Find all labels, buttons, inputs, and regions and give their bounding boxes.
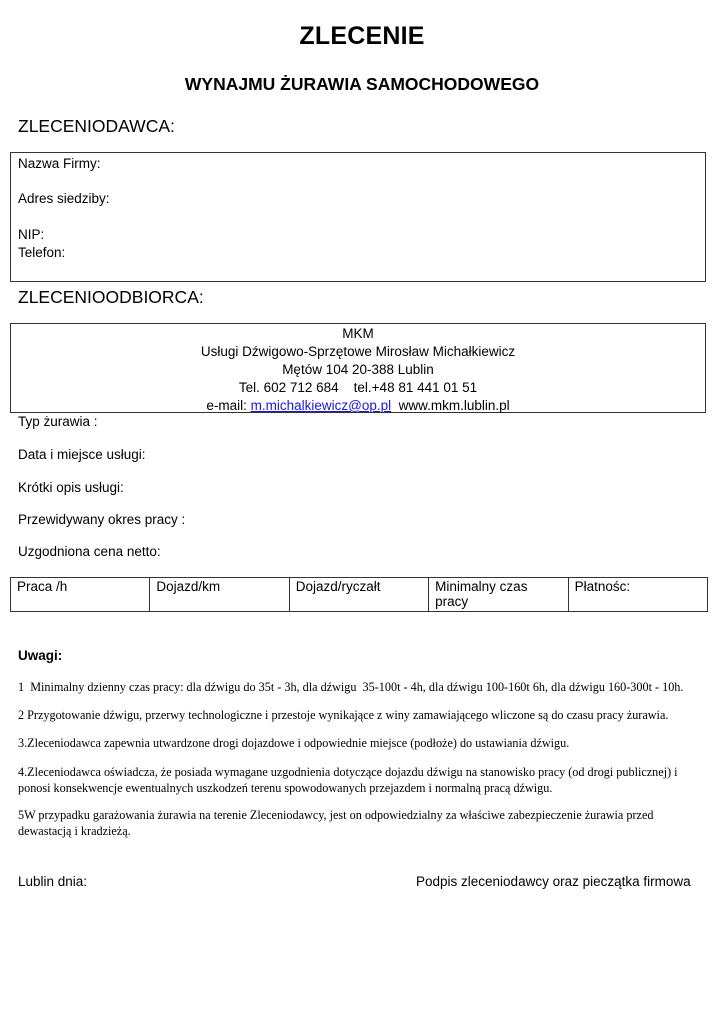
- pricing-table: [10, 577, 708, 612]
- nip-label: NIP:: [18, 227, 45, 242]
- contractor-contact-line: [11, 397, 705, 415]
- website-text: www.mkm.lublin.pl: [398, 398, 510, 413]
- email-link[interactable]: m.michalkiewicz@op.pl: [250, 398, 392, 413]
- contractor-details-box: [10, 323, 706, 413]
- contractor-heading: ZLECENIOODBIORCA:: [18, 287, 204, 307]
- net-price-label: Uzgodniona cena netto:: [18, 544, 161, 559]
- client-heading: ZLECENIODAWCA:: [18, 116, 175, 136]
- travel-flat-rate-cell: Dojazd/ryczałt: [289, 578, 428, 612]
- document-title: ZLECENIE: [299, 22, 425, 50]
- contractor-full-name: Usługi Dźwigowo-Sprzętowe Mirosław Michałkiewicz: [200, 344, 516, 359]
- document-subtitle: WYNAJMU ŻURAWIA SAMOCHODOWEGO: [184, 74, 540, 94]
- remarks-heading: Uwagi:: [18, 648, 63, 663]
- contractor-name: MKM: [342, 326, 374, 341]
- city-date-label: Lublin dnia:: [18, 874, 88, 889]
- phone-label: Telefon:: [18, 245, 66, 260]
- description-label: Krótki opis usługi:: [18, 480, 124, 495]
- client-details-box: [10, 152, 706, 282]
- work-period-label: Przewidywany okres pracy :: [18, 512, 186, 527]
- payment-cell: Płatnośc:: [568, 578, 707, 612]
- email-prefix: e-mail:: [206, 398, 251, 413]
- remark-note: 1 Minimalny dzienny czas pracy: dla dźwigu do 35t - 3h, dla dźwigu 35-100t - 4h, dla dźwigu 100-160t 6h, dla dźwigu 160-300t - 10h.: [18, 680, 684, 694]
- remark-note: 5W przypadku garażowania żurawia na terenie Zleceniodawcy, jest on odpowiedzialny za właściwe zabezpieczenie żurawia przed dewastacją i kradzieżą.: [18, 808, 654, 838]
- signature-label: Podpis zleceniodawcy oraz pieczątka firmowa: [416, 874, 691, 889]
- contractor-phones: Tel. 602 712 684 tel.+48 81 441 01 51: [238, 380, 478, 395]
- company-name-label: Nazwa Firmy:: [18, 156, 101, 171]
- date-place-label: Data i miejsce usługi:: [18, 447, 146, 462]
- table-row: [11, 578, 708, 612]
- remark-note: 4.Zleceniodawca oświadcza, że posiada wymagane uzgodnienia dotyczące dojazdu dźwigu na stanowisko pracy (od drogi publicznej) i ponosi konsekwencje ewentualnych uszkodzeń terenu spowodowanych przejazdem i normalną pracą dźwigu.: [18, 765, 678, 795]
- hourly-work-cell: Praca /h: [11, 578, 150, 612]
- travel-per-km-cell: Dojazd/km: [150, 578, 289, 612]
- crane-type-label: Typ żurawia :: [18, 414, 98, 429]
- remark-note: 2 Przygotowanie dźwigu, przerwy technologiczne i przestoje wynikające z winy zamawiającego wliczone są do czasu pracy żurawia.: [18, 708, 669, 722]
- minimum-work-time-cell: Minimalny czas pracy: [429, 578, 568, 612]
- contractor-address: Mętów 104 20-388 Lublin: [282, 362, 434, 377]
- address-label: Adres siedziby:: [18, 191, 110, 206]
- remark-note: 3.Zleceniodawca zapewnia utwardzone drogi dojazdowe i odpowiednie miejsce (podłoże) do ustawiania dźwigu.: [18, 736, 570, 750]
